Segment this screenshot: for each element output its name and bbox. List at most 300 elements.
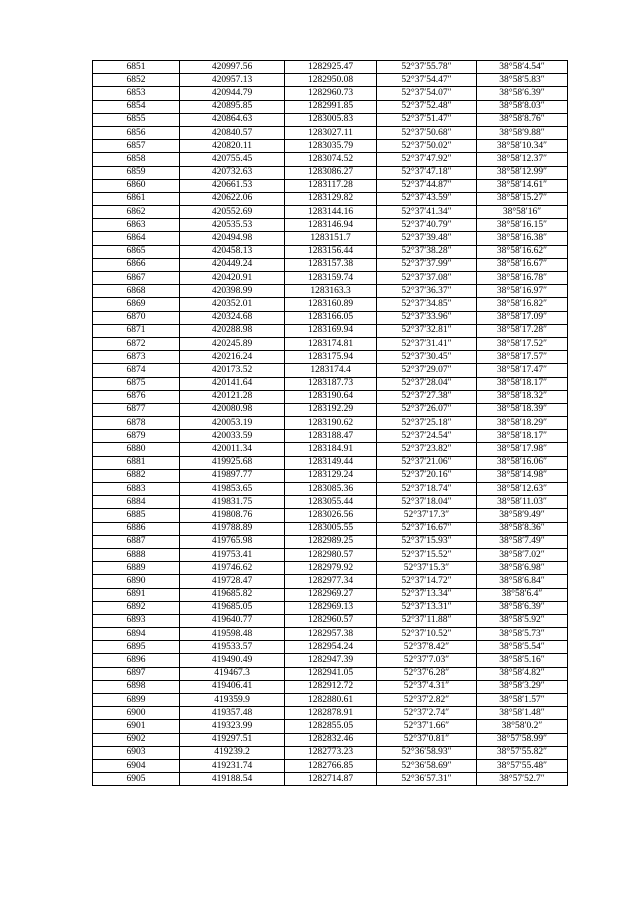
table-row [93, 680, 568, 693]
latitude-cell: 52°37′55.78″ [377, 61, 477, 74]
longitude-cell: 38°58′4.82″ [477, 667, 568, 680]
x-coordinate-cell: 419359.9 [180, 694, 285, 707]
table-row [93, 179, 568, 192]
point-number-cell: 6866 [93, 258, 180, 271]
table-row [93, 562, 568, 575]
point-number-cell: 6862 [93, 206, 180, 219]
x-coordinate-cell: 419490.49 [180, 654, 285, 667]
table-row [93, 245, 568, 258]
point-number-cell: 6855 [93, 113, 180, 126]
longitude-cell: 38°58′1.57″ [477, 694, 568, 707]
y-coordinate-cell: 1283074.52 [285, 153, 377, 166]
y-coordinate-cell: 1282912.72 [285, 680, 377, 693]
y-coordinate-cell: 1282960.73 [285, 87, 377, 100]
point-number-cell: 6875 [93, 377, 180, 390]
point-number-cell: 6886 [93, 522, 180, 535]
longitude-cell: 38°58′16.78″ [477, 272, 568, 285]
x-coordinate-cell: 419746.62 [180, 562, 285, 575]
point-number-cell: 6861 [93, 192, 180, 205]
latitude-cell: 52°37′54.07″ [377, 87, 477, 100]
latitude-cell: 52°37′0.81″ [377, 733, 477, 746]
longitude-cell: 38°58′17.09″ [477, 311, 568, 324]
latitude-cell: 52°37′37.08″ [377, 272, 477, 285]
x-coordinate-cell: 420864.63 [180, 113, 285, 126]
longitude-cell: 38°58′17.28″ [477, 324, 568, 337]
table-row [93, 707, 568, 720]
table-row [93, 74, 568, 87]
table-row [93, 535, 568, 548]
x-coordinate-cell: 419467.3 [180, 667, 285, 680]
latitude-cell: 52°37′54.47″ [377, 74, 477, 87]
point-number-cell: 6869 [93, 298, 180, 311]
point-number-cell: 6883 [93, 483, 180, 496]
x-coordinate-cell: 420957.13 [180, 74, 285, 87]
y-coordinate-cell: 1282989.25 [285, 535, 377, 548]
latitude-cell: 52°37′28.04″ [377, 377, 477, 390]
x-coordinate-cell: 420494.98 [180, 232, 285, 245]
y-coordinate-cell: 1282980.57 [285, 548, 377, 561]
table-row [93, 377, 568, 390]
point-number-cell: 6899 [93, 694, 180, 707]
coordinates-table [92, 60, 568, 786]
y-coordinate-cell: 1283166.05 [285, 311, 377, 324]
x-coordinate-cell: 419406.41 [180, 680, 285, 693]
x-coordinate-cell: 420944.79 [180, 87, 285, 100]
longitude-cell: 38°58′15.27″ [477, 192, 568, 205]
y-coordinate-cell: 1283086.27 [285, 166, 377, 179]
x-coordinate-cell: 420895.85 [180, 100, 285, 113]
longitude-cell: 38°58′9.88″ [477, 126, 568, 139]
latitude-cell: 52°37′7.03″ [377, 654, 477, 667]
table-row [93, 483, 568, 496]
longitude-cell: 38°58′14.61″ [477, 179, 568, 192]
y-coordinate-cell: 1282941.05 [285, 667, 377, 680]
latitude-cell: 52°37′14.72″ [377, 575, 477, 588]
table-row [93, 192, 568, 205]
point-number-cell: 6897 [93, 667, 180, 680]
point-number-cell: 6879 [93, 430, 180, 443]
table-row [93, 759, 568, 772]
latitude-cell: 52°37′29.07″ [377, 364, 477, 377]
longitude-cell: 38°58′8.76″ [477, 113, 568, 126]
y-coordinate-cell: 1282773.23 [285, 746, 377, 759]
y-coordinate-cell: 1283184.91 [285, 443, 377, 456]
latitude-cell: 52°37′4.31″ [377, 680, 477, 693]
point-number-cell: 6890 [93, 575, 180, 588]
x-coordinate-cell: 420420.91 [180, 272, 285, 285]
table-row [93, 430, 568, 443]
table-row [93, 298, 568, 311]
table-row [93, 667, 568, 680]
y-coordinate-cell: 1282766.85 [285, 759, 377, 772]
point-number-cell: 6859 [93, 166, 180, 179]
longitude-cell: 38°57′55.48″ [477, 759, 568, 772]
point-number-cell: 6882 [93, 469, 180, 482]
table-row [93, 548, 568, 561]
longitude-cell: 38°58′18.39″ [477, 403, 568, 416]
latitude-cell: 52°36′58.93″ [377, 746, 477, 759]
latitude-cell: 52°37′24.54″ [377, 430, 477, 443]
latitude-cell: 52°37′13.31″ [377, 601, 477, 614]
table-row [93, 601, 568, 614]
longitude-cell: 38°57′55.82″ [477, 746, 568, 759]
y-coordinate-cell: 1283035.79 [285, 140, 377, 153]
table-row [93, 206, 568, 219]
longitude-cell: 38°58′6.84″ [477, 575, 568, 588]
y-coordinate-cell: 1283027.11 [285, 126, 377, 139]
longitude-cell: 38°58′6.4″ [477, 588, 568, 601]
longitude-cell: 38°58′17.47″ [477, 364, 568, 377]
point-number-cell: 6885 [93, 509, 180, 522]
latitude-cell: 52°37′30.45″ [377, 351, 477, 364]
latitude-cell: 52°37′36.37″ [377, 285, 477, 298]
x-coordinate-cell: 420033.59 [180, 430, 285, 443]
x-coordinate-cell: 420997.56 [180, 61, 285, 74]
x-coordinate-cell: 420288.98 [180, 324, 285, 337]
x-coordinate-cell: 420398.99 [180, 285, 285, 298]
point-number-cell: 6870 [93, 311, 180, 324]
longitude-cell: 38°58′6.39″ [477, 601, 568, 614]
table-row [93, 720, 568, 733]
latitude-cell: 52°37′50.68″ [377, 126, 477, 139]
latitude-cell: 52°37′17.3″ [377, 509, 477, 522]
table-row [93, 575, 568, 588]
point-number-cell: 6877 [93, 403, 180, 416]
longitude-cell: 38°57′52.7″ [477, 773, 568, 786]
point-number-cell: 6863 [93, 219, 180, 232]
point-number-cell: 6871 [93, 324, 180, 337]
table-row [93, 140, 568, 153]
y-coordinate-cell: 1283190.64 [285, 390, 377, 403]
longitude-cell: 38°58′16″ [477, 206, 568, 219]
y-coordinate-cell: 1282954.24 [285, 641, 377, 654]
table-row [93, 258, 568, 271]
longitude-cell: 38°58′10.34″ [477, 140, 568, 153]
latitude-cell: 52°37′21.06″ [377, 456, 477, 469]
point-number-cell: 6884 [93, 496, 180, 509]
longitude-cell: 38°58′16.15″ [477, 219, 568, 232]
point-number-cell: 6857 [93, 140, 180, 153]
y-coordinate-cell: 1283159.74 [285, 272, 377, 285]
point-number-cell: 6853 [93, 87, 180, 100]
table-row [93, 390, 568, 403]
point-number-cell: 6888 [93, 548, 180, 561]
point-number-cell: 6865 [93, 245, 180, 258]
x-coordinate-cell: 420535.53 [180, 219, 285, 232]
latitude-cell: 52°37′33.96″ [377, 311, 477, 324]
latitude-cell: 52°37′23.82″ [377, 443, 477, 456]
table-row [93, 417, 568, 430]
table-row [93, 351, 568, 364]
x-coordinate-cell: 419598.48 [180, 628, 285, 641]
point-number-cell: 6894 [93, 628, 180, 641]
latitude-cell: 52°37′8.42″ [377, 641, 477, 654]
x-coordinate-cell: 420216.24 [180, 351, 285, 364]
longitude-cell: 38°58′5.83″ [477, 74, 568, 87]
longitude-cell: 38°58′5.16″ [477, 654, 568, 667]
x-coordinate-cell: 420458.13 [180, 245, 285, 258]
latitude-cell: 52°37′15.52″ [377, 548, 477, 561]
table-row [93, 272, 568, 285]
longitude-cell: 38°58′7.49″ [477, 535, 568, 548]
table-row [93, 654, 568, 667]
longitude-cell: 38°58′8.36″ [477, 522, 568, 535]
x-coordinate-cell: 419728.47 [180, 575, 285, 588]
x-coordinate-cell: 420173.52 [180, 364, 285, 377]
longitude-cell: 38°58′7.02″ [477, 548, 568, 561]
y-coordinate-cell: 1283160.89 [285, 298, 377, 311]
y-coordinate-cell: 1282880.61 [285, 694, 377, 707]
longitude-cell: 38°58′6.39″ [477, 87, 568, 100]
table-row [93, 588, 568, 601]
longitude-cell: 38°58′12.99″ [477, 166, 568, 179]
latitude-cell: 52°37′10.52″ [377, 628, 477, 641]
x-coordinate-cell: 420449.24 [180, 258, 285, 271]
table-row [93, 403, 568, 416]
y-coordinate-cell: 1282957.38 [285, 628, 377, 641]
longitude-cell: 38°58′1.48″ [477, 707, 568, 720]
point-number-cell: 6868 [93, 285, 180, 298]
y-coordinate-cell: 1283129.82 [285, 192, 377, 205]
y-coordinate-cell: 1282878.91 [285, 707, 377, 720]
point-number-cell: 6858 [93, 153, 180, 166]
longitude-cell: 38°58′3.29″ [477, 680, 568, 693]
latitude-cell: 52°37′11.88″ [377, 614, 477, 627]
latitude-cell: 52°37′38.28″ [377, 245, 477, 258]
y-coordinate-cell: 1282969.27 [285, 588, 377, 601]
x-coordinate-cell: 419685.05 [180, 601, 285, 614]
table-row [93, 614, 568, 627]
x-coordinate-cell: 419357.48 [180, 707, 285, 720]
point-number-cell: 6854 [93, 100, 180, 113]
latitude-cell: 52°37′47.92″ [377, 153, 477, 166]
x-coordinate-cell: 419808.76 [180, 509, 285, 522]
latitude-cell: 52°37′31.41″ [377, 337, 477, 350]
point-number-cell: 6873 [93, 351, 180, 364]
point-number-cell: 6902 [93, 733, 180, 746]
x-coordinate-cell: 419533.57 [180, 641, 285, 654]
point-number-cell: 6895 [93, 641, 180, 654]
x-coordinate-cell: 419297.51 [180, 733, 285, 746]
table-row [93, 509, 568, 522]
longitude-cell: 38°58′18.17″ [477, 377, 568, 390]
y-coordinate-cell: 1282925.47 [285, 61, 377, 74]
table-row [93, 61, 568, 74]
latitude-cell: 52°37′18.74″ [377, 483, 477, 496]
latitude-cell: 52°37′18.04″ [377, 496, 477, 509]
point-number-cell: 6867 [93, 272, 180, 285]
table-row [93, 87, 568, 100]
y-coordinate-cell: 1282979.92 [285, 562, 377, 575]
y-coordinate-cell: 1283190.62 [285, 417, 377, 430]
y-coordinate-cell: 1282714.87 [285, 773, 377, 786]
point-number-cell: 6864 [93, 232, 180, 245]
point-number-cell: 6881 [93, 456, 180, 469]
point-number-cell: 6874 [93, 364, 180, 377]
table-row [93, 324, 568, 337]
table-row [93, 100, 568, 113]
point-number-cell: 6905 [93, 773, 180, 786]
longitude-cell: 38°58′5.92″ [477, 614, 568, 627]
y-coordinate-cell: 1282960.57 [285, 614, 377, 627]
latitude-cell: 52°37′40.79″ [377, 219, 477, 232]
point-number-cell: 6896 [93, 654, 180, 667]
y-coordinate-cell: 1283055.44 [285, 496, 377, 509]
x-coordinate-cell: 420121.28 [180, 390, 285, 403]
latitude-cell: 52°37′41.34″ [377, 206, 477, 219]
longitude-cell: 38°58′8.03″ [477, 100, 568, 113]
x-coordinate-cell: 420053.19 [180, 417, 285, 430]
y-coordinate-cell: 1283005.83 [285, 113, 377, 126]
point-number-cell: 6860 [93, 179, 180, 192]
x-coordinate-cell: 419765.98 [180, 535, 285, 548]
table-row [93, 469, 568, 482]
x-coordinate-cell: 419640.77 [180, 614, 285, 627]
x-coordinate-cell: 419231.74 [180, 759, 285, 772]
longitude-cell: 38°58′16.06″ [477, 456, 568, 469]
table-row [93, 153, 568, 166]
x-coordinate-cell: 419188.54 [180, 773, 285, 786]
point-number-cell: 6898 [93, 680, 180, 693]
y-coordinate-cell: 1283146.94 [285, 219, 377, 232]
x-coordinate-cell: 419831.75 [180, 496, 285, 509]
longitude-cell: 38°58′18.32″ [477, 390, 568, 403]
y-coordinate-cell: 1283163.3 [285, 285, 377, 298]
longitude-cell: 38°58′5.54″ [477, 641, 568, 654]
x-coordinate-cell: 420352.01 [180, 298, 285, 311]
x-coordinate-cell: 420011.34 [180, 443, 285, 456]
latitude-cell: 52°37′47.18″ [377, 166, 477, 179]
x-coordinate-cell: 420552.69 [180, 206, 285, 219]
point-number-cell: 6893 [93, 614, 180, 627]
x-coordinate-cell: 419239.2 [180, 746, 285, 759]
table-row [93, 285, 568, 298]
latitude-cell: 52°37′25.18″ [377, 417, 477, 430]
y-coordinate-cell: 1283175.94 [285, 351, 377, 364]
table-row [93, 113, 568, 126]
y-coordinate-cell: 1282855.05 [285, 720, 377, 733]
point-number-cell: 6878 [93, 417, 180, 430]
latitude-cell: 52°37′6.28″ [377, 667, 477, 680]
latitude-cell: 52°37′15.93″ [377, 535, 477, 548]
x-coordinate-cell: 420324.68 [180, 311, 285, 324]
table-row [93, 443, 568, 456]
longitude-cell: 38°58′18.29″ [477, 417, 568, 430]
table-row [93, 522, 568, 535]
x-coordinate-cell: 420732.63 [180, 166, 285, 179]
longitude-cell: 38°58′5.73″ [477, 628, 568, 641]
latitude-cell: 52°37′1.66″ [377, 720, 477, 733]
longitude-cell: 38°58′14.98″ [477, 469, 568, 482]
coordinates-table-body [93, 61, 568, 786]
latitude-cell: 52°37′39.48″ [377, 232, 477, 245]
table-row [93, 746, 568, 759]
y-coordinate-cell: 1282947.39 [285, 654, 377, 667]
table-row [93, 219, 568, 232]
longitude-cell: 38°58′4.54″ [477, 61, 568, 74]
point-number-cell: 6901 [93, 720, 180, 733]
longitude-cell: 38°58′17.52″ [477, 337, 568, 350]
x-coordinate-cell: 419925.68 [180, 456, 285, 469]
point-number-cell: 6889 [93, 562, 180, 575]
latitude-cell: 52°37′50.02″ [377, 140, 477, 153]
y-coordinate-cell: 1283005.55 [285, 522, 377, 535]
longitude-cell: 38°58′6.98″ [477, 562, 568, 575]
y-coordinate-cell: 1282832.46 [285, 733, 377, 746]
table-row [93, 694, 568, 707]
point-number-cell: 6903 [93, 746, 180, 759]
y-coordinate-cell: 1283187.73 [285, 377, 377, 390]
latitude-cell: 52°37′26.07″ [377, 403, 477, 416]
x-coordinate-cell: 420141.64 [180, 377, 285, 390]
latitude-cell: 52°37′34.85″ [377, 298, 477, 311]
longitude-cell: 38°58′9.49″ [477, 509, 568, 522]
table-row [93, 166, 568, 179]
x-coordinate-cell: 419788.89 [180, 522, 285, 535]
y-coordinate-cell: 1283117.28 [285, 179, 377, 192]
y-coordinate-cell: 1282969.13 [285, 601, 377, 614]
longitude-cell: 38°57′58.99″ [477, 733, 568, 746]
latitude-cell: 52°37′20.16″ [377, 469, 477, 482]
point-number-cell: 6891 [93, 588, 180, 601]
longitude-cell: 38°58′0.2″ [477, 720, 568, 733]
latitude-cell: 52°37′2.74″ [377, 707, 477, 720]
longitude-cell: 38°58′18.17″ [477, 430, 568, 443]
latitude-cell: 52°37′51.47″ [377, 113, 477, 126]
table-row [93, 126, 568, 139]
y-coordinate-cell: 1283151.7 [285, 232, 377, 245]
y-coordinate-cell: 1283085.36 [285, 483, 377, 496]
longitude-cell: 38°58′16.97″ [477, 285, 568, 298]
longitude-cell: 38°58′12.63″ [477, 483, 568, 496]
x-coordinate-cell: 420080.98 [180, 403, 285, 416]
point-number-cell: 6851 [93, 61, 180, 74]
latitude-cell: 52°37′43.59″ [377, 192, 477, 205]
y-coordinate-cell: 1283157.38 [285, 258, 377, 271]
point-number-cell: 6900 [93, 707, 180, 720]
table-row [93, 733, 568, 746]
longitude-cell: 38°58′12.37″ [477, 153, 568, 166]
point-number-cell: 6904 [93, 759, 180, 772]
y-coordinate-cell: 1283174.81 [285, 337, 377, 350]
x-coordinate-cell: 419753.41 [180, 548, 285, 561]
y-coordinate-cell: 1283192.29 [285, 403, 377, 416]
x-coordinate-cell: 419853.65 [180, 483, 285, 496]
latitude-cell: 52°37′52.48″ [377, 100, 477, 113]
y-coordinate-cell: 1283174.4 [285, 364, 377, 377]
longitude-cell: 38°58′16.67″ [477, 258, 568, 271]
latitude-cell: 52°37′16.67″ [377, 522, 477, 535]
longitude-cell: 38°58′16.38″ [477, 232, 568, 245]
y-coordinate-cell: 1282977.34 [285, 575, 377, 588]
latitude-cell: 52°37′13.34″ [377, 588, 477, 601]
latitude-cell: 52°37′32.81″ [377, 324, 477, 337]
longitude-cell: 38°58′16.82″ [477, 298, 568, 311]
point-number-cell: 6852 [93, 74, 180, 87]
table-row [93, 232, 568, 245]
latitude-cell: 52°36′57.31″ [377, 773, 477, 786]
x-coordinate-cell: 420840.57 [180, 126, 285, 139]
x-coordinate-cell: 419897.77 [180, 469, 285, 482]
x-coordinate-cell: 420661.53 [180, 179, 285, 192]
y-coordinate-cell: 1283149.44 [285, 456, 377, 469]
latitude-cell: 52°36′58.69″ [377, 759, 477, 772]
point-number-cell: 6872 [93, 337, 180, 350]
y-coordinate-cell: 1282991.85 [285, 100, 377, 113]
point-number-cell: 6856 [93, 126, 180, 139]
table-row [93, 364, 568, 377]
table-row [93, 337, 568, 350]
